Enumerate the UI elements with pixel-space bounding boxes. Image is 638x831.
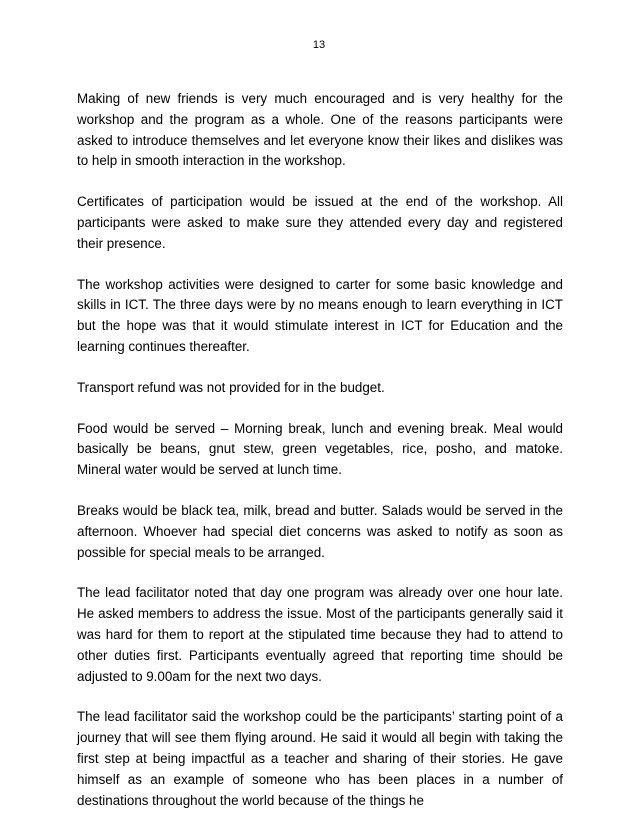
paragraph-new-friends: Making of new friends is very much encouraged and is very healthy for the workshop and the program as a whole. One of the reasons participants were asked to introduce themselves and let everyone know their likes and dislikes was to help in smooth interaction in the workshop. [77, 91, 563, 169]
paragraph-lead-facilitator: The lead facilitator said the workshop could be the participants’ starting point of a journey that will see them flying around. He said it would all begin with taking the first step at being impactful as a teacher and sharing of their stories. He gave himself as an example of someone who has been places in a number of destinations throughout the world because of the things he [77, 709, 563, 808]
paragraph-breaks: Breaks would be black tea, milk, bread and butter. Salads would be served in the afternoon. Whoever had special diet concerns was asked to notify as soon as possible for special meals to be arranged. [77, 502, 563, 560]
page-number: 13 [312, 39, 326, 51]
paragraph-reporting-time: The lead facilitator noted that day one program was already over one hour late. He asked members to address the issue. Most of the participants generally said it was hard for them to report at the stipulated time because they had to attend to other duties first. Participants eventually agreed that reporting time should be adjusted to 9.00am for the next two days. [77, 585, 563, 684]
paragraph-certificates: Certificates of participation would be issued at the end of the workshop. All participants were asked to make sure they attended every day and registered their presence. [77, 194, 563, 251]
body-text [77, 89, 563, 831]
paragraph-transport-refund: Transport refund was not provided for in the budget. [77, 379, 385, 395]
paragraph-workshop-activities: The workshop activities were designed to carter for some basic knowledge and skills in ICT. The three days were by no means enough to learn everything in ICT but the hope was that it would stimulate interest in ICT for Education and the learning continues thereafter. [77, 276, 563, 354]
paragraph-food: Food would be served – Morning break, lunch and evening break. Meal would basically be beans, gnut stew, green vegetables, rice, posho, and matoke. Mineral water would be served at lunch time. [77, 420, 563, 478]
